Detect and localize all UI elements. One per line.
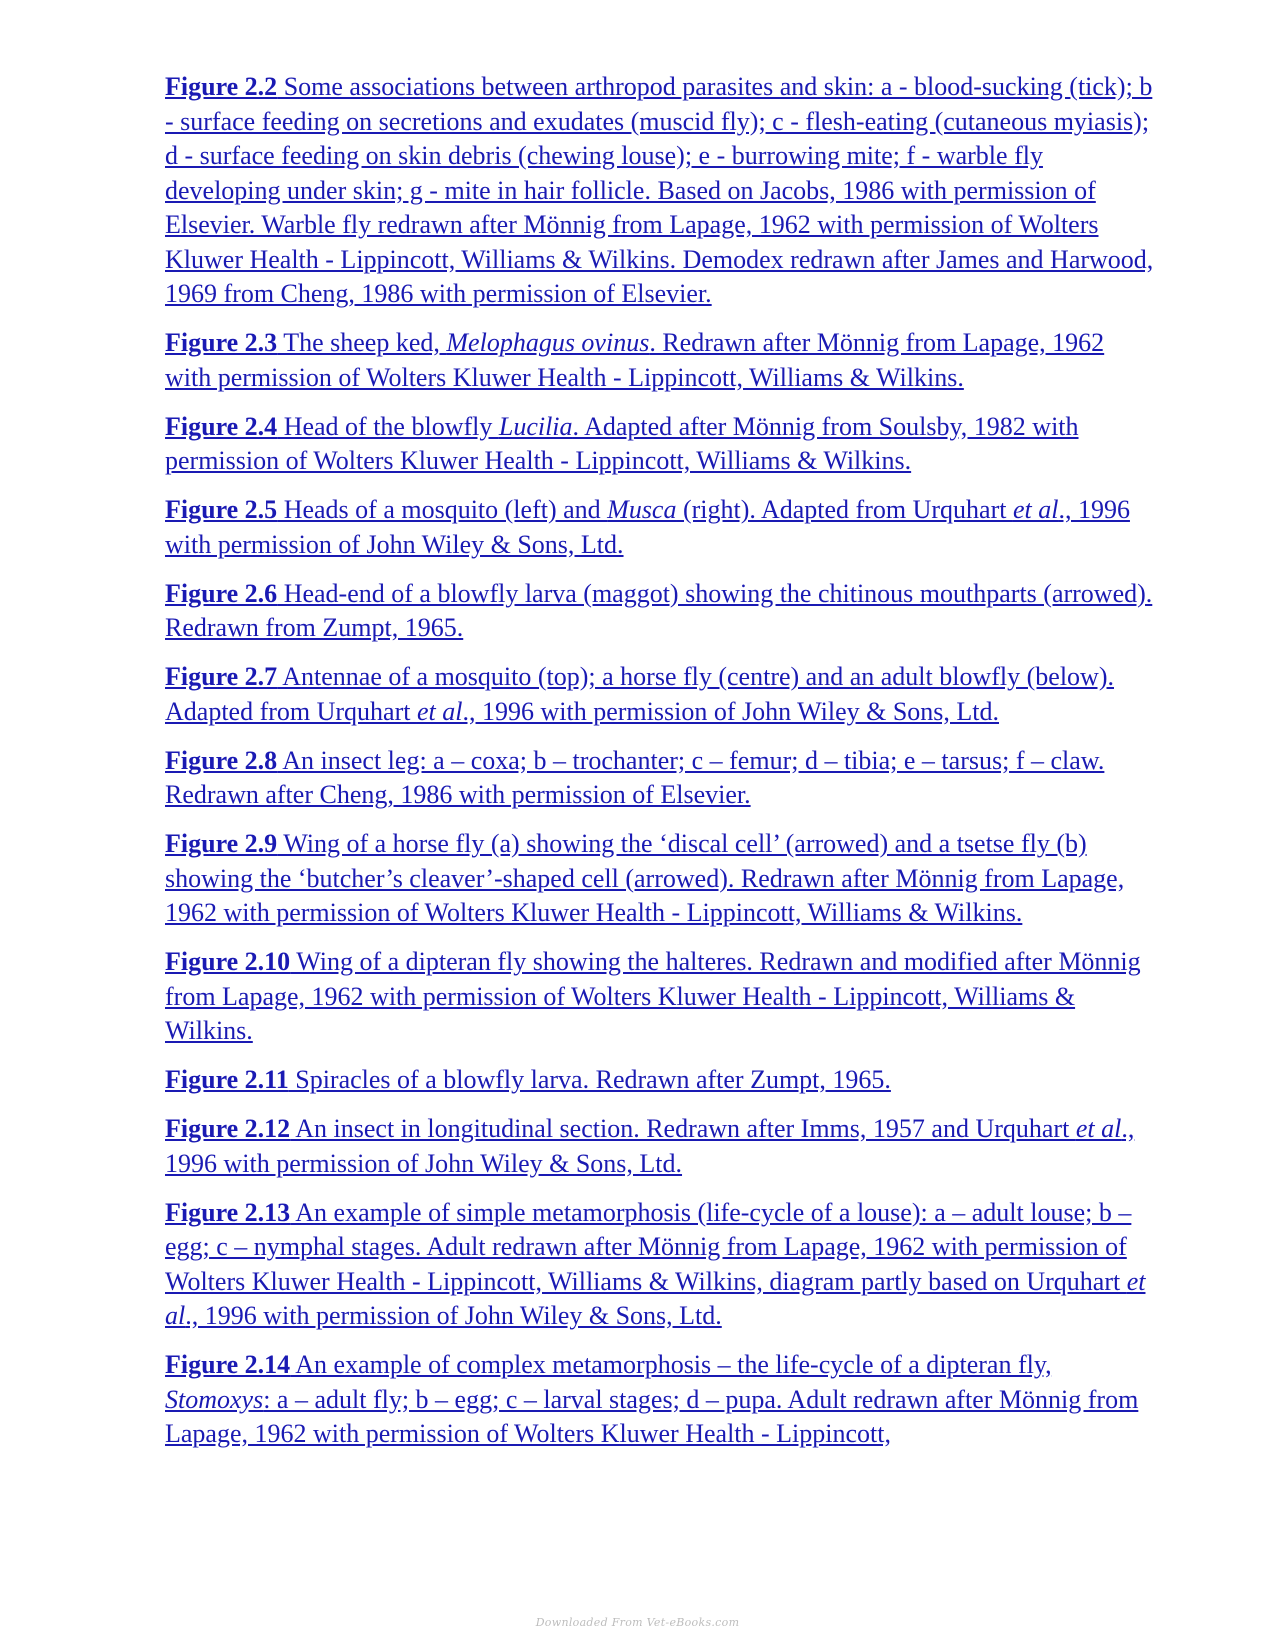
figure-number: Figure 2.4 (165, 411, 278, 441)
caption-text: Spiracles of a blowfly larva. Redrawn after Zumpt, 1965. (288, 1065, 891, 1094)
figure-list (165, 70, 1155, 1452)
caption-text: Antennae of a mosquito (top); a horse fly (centre) and an adult blowfly (below). Adapted from Urquhart (165, 662, 1114, 726)
caption-text: . Adapted after Mönnig from Soulsby, 1982 with permission of Wolters Kluwer Health - Lippincott, Williams & Wilkins. (165, 411, 1079, 475)
figure-caption-link[interactable] (165, 945, 1155, 1049)
caption-text: : a – adult fly; b – egg; c – larval stages; d – pupa. Adult redrawn after Mönnig from Lapage, 1962 with permission of Wolters Kluwer Health - Lippincott, (165, 1384, 1139, 1448)
italic-term: Musca (607, 495, 677, 524)
caption-text: An example of simple metamorphosis (life-cycle of a louse): a – adult louse; b – egg; c – nymphal stages. Adult redrawn after Mönnig from Lapage, 1962 with permission of Wolters Kluwer Health - Lippincott, Williams & Wilkins, diagram partly based on Urquhart (165, 1197, 1132, 1296)
figure-caption-link[interactable] (165, 577, 1155, 646)
italic-term: Stomoxys (165, 1384, 264, 1414)
figure-caption-link[interactable] (165, 1063, 1155, 1098)
caption-text: ., 1996 with permission of John Wiley & Sons, Ltd. (165, 1114, 1135, 1178)
italic-term: et al (416, 696, 463, 726)
caption-text: Wing of a horse fly (a) showing the ‘discal cell’ (arrowed) and a tsetse fly (b) showing the ‘butcher’s cleaver’-shaped cell (arrowed). Redrawn after Mönnig from Lapage, 1962 with permission of Wolters Kluwer Health - Lippincott, Williams & Wilkins. (165, 829, 1125, 927)
caption-text: Head of the blowfly (277, 411, 499, 441)
figure-number: Figure 2.2 (165, 72, 278, 101)
caption-text: . Redrawn after Mönnig from Lapage, 1962 with permission of Wolters Kluwer Health - Lippincott, Williams & Wilkins. (165, 328, 1105, 392)
caption-text: ., 1996 with permission of John Wiley & Sons, Ltd. (165, 495, 1130, 559)
figure-number: Figure 2.3 (165, 328, 278, 357)
caption-text: (right). Adapted from Urquhart (676, 495, 1013, 524)
figure-caption-link[interactable] (165, 70, 1155, 312)
figure-caption-link[interactable] (165, 1112, 1155, 1181)
figure-caption-link[interactable] (165, 326, 1155, 395)
caption-text: An insect in longitudinal section. Redrawn after Imms, 1957 and Urquhart (290, 1114, 1076, 1143)
italic-term: Lucilia (498, 411, 573, 441)
caption-text: The sheep ked, (277, 328, 447, 357)
figure-number: Figure 2.13 (165, 1197, 291, 1227)
figure-caption-link[interactable] (165, 1196, 1155, 1334)
figure-number: Figure 2.11 (165, 1065, 289, 1094)
caption-text: ., 1996 with permission of John Wiley & Sons, Ltd. (185, 1301, 722, 1330)
caption-text: Heads of a mosquito (left) and (277, 495, 608, 524)
caption-text: ., 1996 with permission of John Wiley & Sons, Ltd. (462, 696, 1000, 726)
figure-caption-link[interactable] (165, 493, 1155, 562)
figure-caption-link[interactable] (165, 660, 1155, 729)
caption-text: An insect leg: a – coxa; b – trochanter; c – femur; d – tibia; e – tarsus; f – claw. Redrawn after Cheng, 1986 with permission of Elsevier. (165, 745, 1105, 809)
caption-text: An example of complex metamorphosis – the life-cycle of a dipteran fly, (290, 1350, 1052, 1379)
figure-number: Figure 2.9 (165, 829, 278, 858)
caption-text: Head-end of a blowfly larva (maggot) showing the chitinous mouthparts (arrowed). Redrawn from Zumpt, 1965. (165, 578, 1153, 642)
figure-number: Figure 2.8 (165, 745, 278, 775)
italic-term: et al (1075, 1114, 1122, 1143)
caption-text: Some associations between arthropod parasites and skin: a - blood-sucking (tick); b - surface feeding on secretions and exudates (muscid fly); c - flesh-eating (cutaneous myiasis); d - surface feeding on skin debris (chewing louse); e - burrowing mite; f - warble fly developing under skin; g - mite in hair follicle. Based on Jacobs, 1986 with permission of Elsevier. Warble fly redrawn after Mönnig from Lapage, 1962 with permission of Wolters Kluwer Health - Lippincott, Williams & Wilkins. Demodex redrawn after James and Harwood, 1969 from Cheng, 1986 with permission of Elsevier. (165, 72, 1154, 308)
italic-term: et al (165, 1266, 1146, 1330)
figure-caption-link[interactable] (165, 1348, 1155, 1452)
figure-number: Figure 2.6 (165, 578, 278, 608)
watermark-footer: Downloaded From Vet-eBooks.com (535, 1616, 740, 1629)
figure-caption-link[interactable] (165, 827, 1155, 931)
caption-text: Wing of a dipteran fly showing the halteres. Redrawn and modified after Mönnig from Lapage, 1962 with permission of Wolters Kluwer Health - Lippincott, Williams & Wilkins. (165, 947, 1141, 1045)
italic-term: et al (1012, 495, 1059, 524)
figure-number: Figure 2.7 (165, 662, 278, 691)
figure-number: Figure 2.14 (165, 1350, 291, 1379)
figure-caption-link[interactable] (165, 410, 1155, 479)
figure-number: Figure 2.5 (165, 495, 278, 524)
figure-number: Figure 2.10 (165, 947, 291, 976)
figure-number: Figure 2.12 (165, 1114, 291, 1143)
figure-caption-link[interactable] (165, 744, 1155, 813)
italic-term: Melophagus ovinus (446, 328, 650, 357)
